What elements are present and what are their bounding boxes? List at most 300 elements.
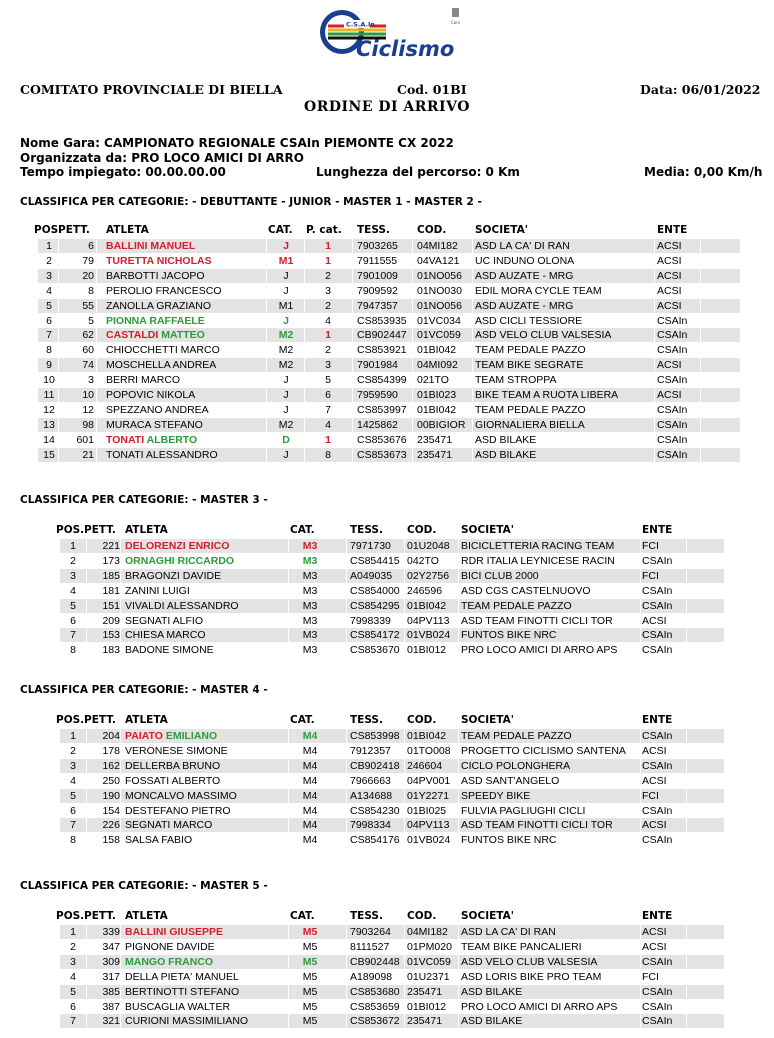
cell-cat: J: [283, 403, 289, 416]
cell-cat: M2: [278, 329, 294, 342]
cell-divider: [686, 789, 687, 803]
cell-tess: CS853659: [350, 1000, 400, 1013]
cell-divider: [96, 269, 97, 283]
cell-cat: M3: [302, 584, 318, 597]
cell-ente: ACSI: [642, 940, 667, 953]
cell-cod: 01NO030: [417, 284, 462, 297]
cell-societa: ASD BILAKE: [461, 1015, 523, 1028]
cell-societa: TEAM PEDALE PAZZO: [461, 730, 572, 742]
cell-tess: 7947357: [357, 299, 398, 312]
cell-tess: 7971730: [350, 540, 391, 552]
header-pcat: P. cat.: [306, 224, 342, 236]
cell-divider: [96, 418, 97, 432]
cell-ente: CSAIn: [642, 644, 673, 657]
cell-cat: J: [283, 374, 289, 387]
cell-divider: [686, 759, 687, 773]
cell-societa: ASD VELO CLUB VALSESIA: [461, 955, 598, 968]
cell-societa: PRO LOCO AMICI DI ARRO APS: [461, 644, 618, 657]
cell-cod: 04MI092: [417, 359, 458, 372]
cell-cod: 01VB024: [407, 629, 451, 642]
cell-pos: 7: [70, 819, 76, 832]
cell-cat: M5: [302, 970, 318, 983]
header-pos: POS.: [56, 524, 85, 536]
cell-pos: 13: [43, 418, 55, 431]
cell-pos: 5: [46, 299, 52, 312]
cell-societa: ASD AUZATE - MRG: [475, 269, 574, 282]
cell-cat: J: [283, 448, 289, 461]
cell-divider: [86, 729, 87, 743]
cell-cat: J: [283, 240, 289, 252]
cell-atleta: BALLINI MANUEL: [106, 240, 196, 252]
cell-pos: 9: [46, 359, 52, 372]
cell-tess: CS853680: [350, 985, 400, 998]
cell-pett: 3: [88, 374, 94, 387]
cell-pett: 385: [102, 985, 120, 998]
cell-divider: [86, 955, 87, 969]
cell-divider: [346, 818, 347, 832]
cell-pett: 153: [102, 629, 120, 642]
cell-pett: 154: [102, 804, 120, 817]
cell-tess: CS853997: [357, 403, 407, 416]
cell-ente: FCI: [642, 789, 659, 802]
cell-pcat: 8: [325, 448, 331, 461]
cell-divider: [346, 628, 347, 642]
cell-divider: [304, 448, 305, 462]
cell-atleta: POPOVIC NIKOLA: [106, 389, 196, 401]
cell-cat: M4: [302, 744, 318, 757]
cell-pcat: 6: [325, 389, 331, 401]
cell-ente: CSAIn: [642, 1015, 673, 1028]
cell-tess: 7901984: [357, 359, 398, 372]
cell-pett: 250: [102, 774, 120, 787]
cell-pos: 1: [70, 730, 76, 742]
header-pos: POS.: [56, 910, 85, 922]
cell-atleta: TONATI ALESSANDRO: [106, 448, 218, 461]
cell-divider: [120, 925, 121, 939]
cell-cat: M4: [302, 789, 318, 802]
table-row: [0, 940, 774, 954]
cell-pcat: 5: [325, 374, 331, 387]
cell-divider: [266, 299, 267, 313]
table-row: [0, 774, 774, 788]
cell-pos: 6: [70, 1000, 76, 1013]
cell-pcat: 4: [325, 418, 331, 431]
table-row: [0, 373, 774, 387]
header-pett: PETT.: [84, 910, 116, 922]
table-header: [0, 524, 774, 538]
cell-cat: J: [283, 389, 289, 401]
cell-cod: 01BI012: [407, 644, 447, 657]
header-societa: SOCIETA': [461, 714, 514, 726]
cell-societa: TEAM STROPPA: [475, 374, 557, 387]
committee-name: COMITATO PROVINCIALE DI BIELLA: [20, 82, 283, 97]
table-row: [0, 804, 774, 818]
cell-atleta: VERONESE SIMONE: [125, 744, 228, 757]
cell-pos: 3: [70, 759, 76, 772]
cell-cod: 235471: [417, 448, 453, 461]
cell-cat: M5: [302, 955, 318, 968]
cell-divider: [352, 388, 353, 402]
cell-pos: 7: [46, 329, 52, 342]
cell-divider: [304, 239, 305, 253]
cell-cod: 01BI042: [407, 599, 447, 612]
cell-divider: [86, 818, 87, 832]
cell-pos: 5: [70, 599, 76, 612]
cell-cod: 01VC059: [407, 955, 451, 968]
cell-ente: CSAIn: [657, 448, 688, 461]
cell-ente: FCI: [642, 970, 659, 983]
table-row: [0, 554, 774, 568]
table-row: [0, 599, 774, 613]
cell-cod: 235471: [407, 1015, 443, 1028]
cell-pcat: 2: [325, 344, 331, 357]
cell-tess: CS854176: [350, 834, 400, 847]
cell-pos: 11: [43, 389, 55, 401]
cell-atleta: CHIOCCHETTI MARCO: [106, 344, 220, 357]
cell-pett: 20: [82, 269, 94, 282]
cell-societa: CICLO POLONGHERA: [461, 759, 571, 772]
cell-ente: ACSI: [642, 926, 667, 938]
cell-societa: ASD SANT'ANGELO: [461, 774, 560, 787]
cell-ente: CSAIn: [657, 374, 688, 387]
table-row: [0, 1014, 774, 1028]
cell-societa: GIORNALIERA BIELLA: [475, 418, 585, 431]
cell-cat: J: [283, 269, 289, 282]
cell-divider: [346, 539, 347, 553]
cell-atleta: FOSSATI ALBERTO: [125, 774, 221, 787]
header-cod: COD.: [417, 224, 447, 236]
cell-divider: [346, 925, 347, 939]
cell-divider: [86, 789, 87, 803]
cell-atleta: PIGNONE DAVIDE: [125, 940, 215, 953]
cell-divider: [266, 239, 267, 253]
cell-societa: ASD BILAKE: [475, 448, 537, 461]
cell-divider: [120, 955, 121, 969]
cell-cod: 01BI042: [417, 344, 457, 357]
cell-pett: 178: [102, 744, 120, 757]
cell-ente: ACSI: [657, 284, 682, 297]
cell-pett: 5: [88, 314, 94, 327]
cell-societa: PROGETTO CICLISMO SANTENA: [461, 744, 626, 757]
cell-divider: [120, 729, 121, 743]
cell-tess: CS854399: [357, 374, 407, 387]
cell-cat: M5: [302, 1000, 318, 1013]
cell-ente: CSAIn: [657, 314, 688, 327]
cell-pos: 4: [70, 970, 76, 983]
cell-divider: [120, 1014, 121, 1028]
cell-societa: FUNTOS BIKE NRC: [461, 629, 557, 642]
cell-atleta: TONATI ALBERTO: [106, 433, 198, 446]
cell-tess: CS853672: [350, 1015, 400, 1028]
cell-cod: 04PV113: [407, 614, 450, 627]
table-header: [0, 910, 774, 924]
cell-pos: 5: [70, 985, 76, 998]
cell-societa: ASD TEAM FINOTTI CICLI TOR: [461, 614, 613, 627]
cell-tess: CB902418: [350, 759, 400, 772]
cell-cat: J: [283, 314, 289, 327]
cell-divider: [304, 269, 305, 283]
cell-cod: 04MI182: [407, 926, 448, 938]
cell-pett: 190: [102, 789, 120, 802]
cell-cod: 01VB024: [407, 834, 451, 847]
cell-societa: ASD BILAKE: [461, 985, 523, 998]
header-ente: ENTE: [642, 714, 673, 726]
cell-atleta: CHIESA MARCO: [125, 629, 206, 642]
cell-tess: 7911555: [357, 254, 398, 267]
cell-tess: CS853921: [357, 344, 407, 357]
cell-atleta: MOSCHELLA ANDREA: [106, 359, 217, 372]
table-row: [0, 433, 774, 447]
cell-pos: 1: [70, 926, 76, 938]
cell-cod: 021TO: [417, 374, 449, 387]
cell-atleta: BERRI MARCO: [106, 374, 181, 387]
cell-pos: 7: [70, 1015, 76, 1028]
cell-atleta: CURIONI MASSIMILIANO: [125, 1015, 249, 1028]
cell-cod: 04PV001: [407, 774, 451, 787]
race-name: Nome Gara: CAMPIONATO REGIONALE CSAIn PIEMONTE CX 2022: [20, 136, 454, 150]
cell-societa: FULVIA PAGLIUGHI CICLI: [461, 804, 586, 817]
cell-pett: 183: [102, 644, 120, 657]
cell-cat: M3: [302, 629, 318, 642]
cell-pos: 6: [70, 804, 76, 817]
cell-divider: [352, 328, 353, 342]
document-date: Data: 06/01/2022: [640, 82, 761, 97]
cell-cat: M5: [302, 985, 318, 998]
cell-atleta: MONCALVO MASSIMO: [125, 789, 237, 802]
table-row: [0, 569, 774, 583]
cell-cat: M5: [302, 926, 318, 938]
cell-cod: 01TO008: [407, 744, 451, 757]
cell-ente: CSAIn: [642, 834, 673, 847]
cell-divider: [120, 789, 121, 803]
cell-pcat: 3: [325, 284, 331, 297]
table-row: [0, 925, 774, 939]
csain-ciclismo-logo: [316, 6, 468, 62]
cell-divider: [266, 388, 267, 402]
cell-cod: 01BI042: [407, 730, 447, 742]
cell-tess: 7901009: [357, 269, 398, 282]
cell-ente: CSAIn: [657, 344, 688, 357]
table-row: [0, 358, 774, 372]
cell-atleta: PAIATO EMILIANO: [125, 730, 218, 742]
cell-divider: [96, 358, 97, 372]
cell-pett: 347: [102, 940, 120, 953]
header-pos: POS.: [56, 714, 85, 726]
logo-coni-text: Coni: [451, 20, 460, 25]
cell-ente: CSAIn: [657, 418, 688, 431]
cell-pos: 4: [70, 774, 76, 787]
cell-atleta: BARBOTTI JACOPO: [106, 269, 205, 282]
cell-ente: CSAIn: [642, 629, 673, 642]
cell-cod: 01Y2271: [407, 789, 450, 802]
cell-divider: [120, 985, 121, 999]
cell-pos: 2: [70, 554, 76, 567]
cell-tess: 7903264: [350, 926, 391, 938]
table-row: [0, 744, 774, 758]
cell-divider: [346, 985, 347, 999]
cell-societa: UC INDUNO OLONA: [475, 254, 575, 267]
cell-pcat: 1: [325, 433, 331, 446]
header-societa: SOCIETA': [461, 524, 514, 536]
cell-cod: 01BI023: [417, 389, 457, 401]
table-row: [0, 254, 774, 268]
cell-divider: [352, 358, 353, 372]
cell-pos: 1: [46, 240, 52, 252]
cell-tess: 7966663: [350, 774, 391, 787]
cell-tess: CS854230: [350, 804, 400, 817]
cell-cat: J: [283, 284, 289, 297]
cell-cat: M1: [278, 299, 294, 312]
cell-societa: BIKE TEAM A RUOTA LIBERA: [475, 389, 619, 401]
header-atleta: ATLETA: [125, 910, 168, 922]
race-time: Tempo impiegato: 00.00.00.00: [20, 165, 226, 179]
table-row: [0, 388, 774, 402]
cell-pos: 4: [70, 584, 76, 597]
header-tess: TESS.: [350, 524, 383, 536]
cell-pos: 6: [46, 314, 52, 327]
cell-pos: 1: [70, 540, 76, 552]
cell-tess: CS853935: [357, 314, 407, 327]
cell-divider: [304, 388, 305, 402]
cell-ente: CSAIn: [642, 985, 673, 998]
cell-divider: [686, 818, 687, 832]
cell-tess: A134688: [350, 789, 393, 802]
cell-divider: [304, 358, 305, 372]
cell-divider: [352, 269, 353, 283]
cell-ente: CSAIn: [642, 759, 673, 772]
cell-pos: 8: [46, 344, 52, 357]
cell-ente: ACSI: [642, 744, 667, 757]
cell-divider: [266, 328, 267, 342]
cell-pett: 151: [102, 599, 120, 612]
header-atleta: ATLETA: [125, 714, 168, 726]
cell-cat: M3: [302, 614, 318, 627]
cell-cat: M4: [302, 819, 318, 832]
cell-tess: CB902448: [350, 955, 400, 968]
cell-ente: ACSI: [642, 819, 667, 832]
cell-pett: 98: [82, 418, 94, 431]
cell-tess: A189098: [350, 970, 393, 983]
header-ente: ENTE: [642, 524, 673, 536]
header-atleta: ATLETA: [125, 524, 168, 536]
cell-atleta: BERTINOTTI STEFANO: [125, 985, 240, 998]
cell-cat: M1: [278, 254, 294, 267]
cell-divider: [686, 925, 687, 939]
cell-divider: [686, 539, 687, 553]
cell-atleta: DELLERBA BRUNO: [125, 759, 221, 772]
cell-tess: CS854295: [350, 599, 400, 612]
cell-societa: BICI CLUB 2000: [461, 569, 539, 582]
cell-atleta: BUSCAGLIA WALTER: [125, 1000, 231, 1013]
table-row: [0, 284, 774, 298]
cell-divider: [352, 299, 353, 313]
cell-divider: [120, 599, 121, 613]
cell-pett: 226: [102, 819, 120, 832]
cell-divider: [86, 759, 87, 773]
cell-societa: PRO LOCO AMICI DI ARRO APS: [461, 1000, 618, 1013]
cell-societa: TEAM BIKE PANCALIERI: [461, 940, 582, 953]
cell-pos: 3: [46, 269, 52, 282]
cell-pett: 309: [102, 955, 120, 968]
cell-tess: CS853673: [357, 448, 407, 461]
cell-ente: ACSI: [657, 254, 682, 267]
cell-divider: [686, 955, 687, 969]
cell-cat: M3: [302, 540, 318, 552]
cell-divider: [304, 328, 305, 342]
cell-pos: 2: [70, 940, 76, 953]
cell-cat: M4: [302, 730, 318, 742]
cell-ente: CSAIn: [642, 955, 673, 968]
cell-societa: RDR ITALIA LEYNICESE RACIN: [461, 554, 615, 567]
cell-cod: 01U2048: [407, 540, 450, 552]
cell-divider: [96, 388, 97, 402]
cell-atleta: TURETTA NICHOLAS: [106, 254, 212, 267]
cell-pett: 60: [82, 344, 94, 357]
cell-pos: 15: [43, 448, 55, 461]
cell-cat: M3: [302, 599, 318, 612]
header-atleta: ATLETA: [106, 224, 149, 236]
cell-cat: M5: [302, 1015, 318, 1028]
cell-ente: CSAIn: [657, 329, 688, 342]
cell-tess: 8111527: [350, 940, 390, 953]
cell-divider: [352, 239, 353, 253]
table-row: [0, 970, 774, 984]
cell-societa: TEAM PEDALE PAZZO: [475, 403, 586, 416]
cell-divider: [96, 239, 97, 253]
cell-pett: 221: [102, 540, 120, 552]
cell-divider: [86, 925, 87, 939]
cell-cat: M4: [302, 774, 318, 787]
cell-pcat: 1: [325, 254, 331, 267]
cell-divider: [86, 985, 87, 999]
cell-tess: CS853676: [357, 433, 407, 446]
page-title: ORDINE DI ARRIVO: [304, 99, 470, 115]
table-row: [0, 403, 774, 417]
cell-ente: ACSI: [657, 359, 682, 372]
cell-tess: CS853998: [350, 730, 400, 742]
race-organizer: Organizzata da: PRO LOCO AMICI DI ARRO: [20, 151, 304, 165]
cell-tess: A049035: [350, 569, 393, 582]
cell-tess: 7903265: [357, 240, 398, 252]
cell-atleta: BALLINI GIUSEPPE: [125, 926, 224, 938]
table-row: [0, 628, 774, 642]
cell-cod: 00BIGIOR: [417, 418, 466, 431]
cell-divider: [266, 448, 267, 462]
cell-divider: [346, 599, 347, 613]
cell-ente: ACSI: [657, 299, 682, 312]
cell-pett: 79: [82, 254, 94, 267]
table-row: [0, 328, 774, 342]
table-row: [0, 314, 774, 328]
cell-pett: 321: [102, 1015, 120, 1028]
cell-cat: M3: [302, 554, 318, 567]
cell-pcat: 2: [325, 299, 331, 312]
cell-cat: M5: [302, 940, 318, 953]
cell-divider: [96, 448, 97, 462]
cell-atleta: SALSA FABIO: [125, 834, 193, 847]
cell-divider: [120, 569, 121, 583]
cell-divider: [352, 448, 353, 462]
header-ente: ENTE: [642, 910, 673, 922]
table-header: [0, 714, 774, 728]
cell-societa: TEAM PEDALE PAZZO: [461, 599, 572, 612]
cell-pos: 14: [43, 433, 55, 446]
cell-cod: 02Y2756: [407, 569, 450, 582]
cell-cod: 01BI012: [407, 1000, 447, 1013]
cell-ente: ACSI: [657, 240, 682, 252]
cell-pos: 3: [70, 955, 76, 968]
cell-pos: 6: [70, 614, 76, 627]
